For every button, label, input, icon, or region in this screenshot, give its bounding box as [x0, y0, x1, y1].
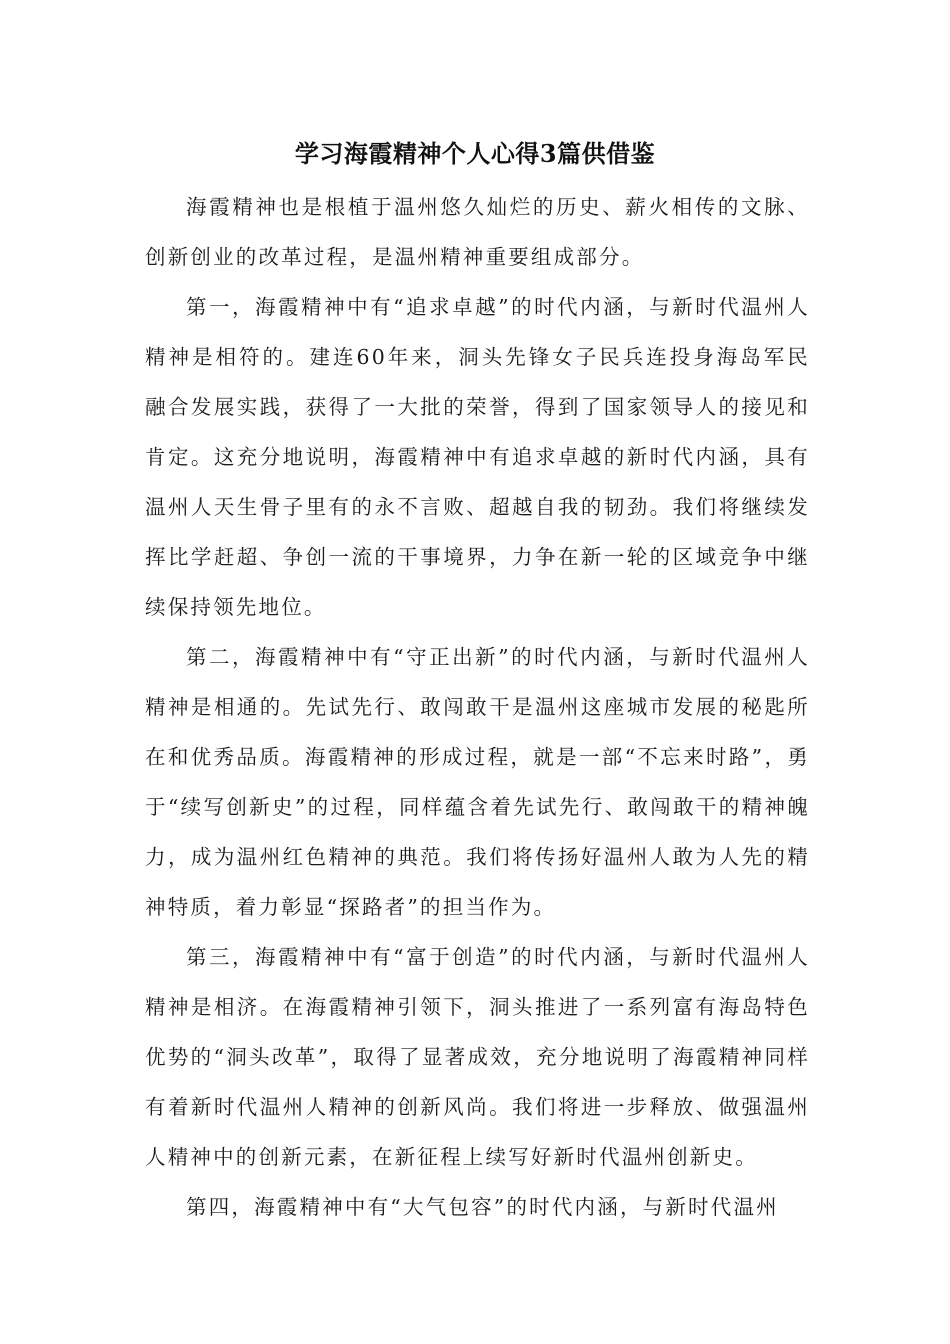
document-title: 学习海霞精神个人心得3篇供借鉴 [294, 139, 656, 168]
paragraph-intro: 海霞精神也是根植于温州悠久灿烂的历史、薪火相传的文脉、创新创业的改革过程，是温州精神重要组成部分。 [145, 195, 810, 269]
paragraph-fourth-point: 第四，海霞精神中有“大气包容”的时代内涵，与新时代温州 [186, 1195, 779, 1219]
paragraph-third-point: 第三，海霞精神中有“富于创造”的时代内涵，与新时代温州人精神是相济。在海霞精神引领下，洞头推进了一系列富有海岛特色优势的“洞头改革”，取得了显著成效，充分地说明了海霞精神同样有着新时代温州人精神的创新风尚。我们将进一步释放、做强温州人精神中的创新元素，在新征程上续写好新时代温州创新史。 [145, 945, 810, 1169]
paragraph-second-point: 第二，海霞精神中有“守正出新”的时代内涵，与新时代温州人精神是相通的。先试先行、敢闯敢干是温州这座城市发展的秘匙所在和优秀品质。海霞精神的形成过程，就是一部“不忘来时路”，勇于“续写创新史”的过程，同样蕴含着先试先行、敢闯敢干的精神魄力，成为温州红色精神的典范。我们将传扬好温州人敢为人先的精神特质，着力彰显“探路者”的担当作为。 [145, 645, 810, 919]
document-body [145, 182, 810, 1232]
paragraph-first-point: 第一，海霞精神中有“追求卓越”的时代内涵，与新时代温州人精神是相符的。建连60年来，洞头先锋女子民兵连投身海岛军民融合发展实践，获得了一大批的荣誉，得到了国家领导人的接见和肯定。这充分地说明，海霞精神中有追求卓越的新时代内涵，具有温州人天生骨子里有的永不言败、超越自我的韧劲。我们将继续发挥比学赶超、争创一流的干事境界，力争在新一轮的区域竞争中继续保持领先地位。 [145, 295, 810, 619]
